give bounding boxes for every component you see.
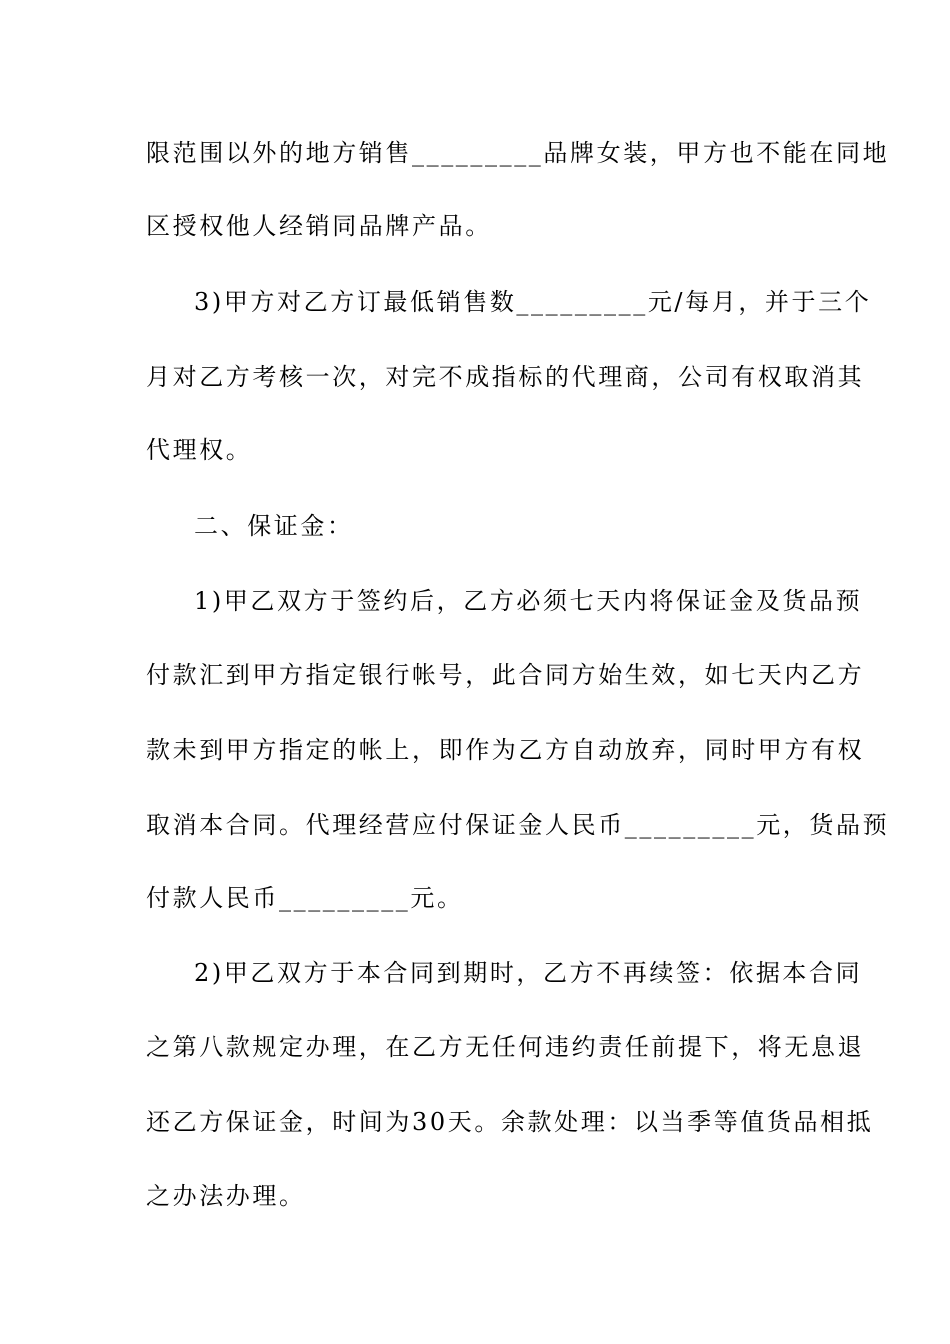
text-line: 代理权。 — [146, 436, 253, 464]
text-line: 限范围以外的地方销售_________品牌女装，甲方也不能在同地 — [146, 139, 890, 167]
section-heading: 二、保证金： — [194, 512, 354, 540]
text-line: 2)甲乙双方于本合同到期时，乙方不再续签：依据本合同 — [194, 959, 863, 987]
text-line: 区授权他人经销同品牌产品。 — [146, 212, 492, 240]
text-line: 之第八款规定办理，在乙方无任何违约责任前提下，将无息退 — [146, 1033, 865, 1061]
text-line: 取消本合同。代理经营应付保证金人民币_________元，货品预 — [146, 811, 890, 839]
text-line: 款未到甲方指定的帐上，即作为乙方自动放弃，同时甲方有权 — [146, 736, 865, 764]
text-line: 还乙方保证金，时间为30天。余款处理：以当季等值货品相抵 — [146, 1108, 874, 1136]
text-line: 1)甲乙双方于签约后，乙方必须七天内将保证金及货品预 — [194, 587, 863, 615]
text-line: 3)甲方对乙方订最低销售数_________元/每月，并于三个 — [194, 288, 872, 316]
text-line: 之办法办理。 — [146, 1182, 306, 1210]
text-line: 月对乙方考核一次，对完不成指标的代理商，公司有权取消其 — [146, 363, 865, 391]
text-line: 付款汇到甲方指定银行帐号，此合同方始生效，如七天内乙方 — [146, 661, 865, 689]
text-line: 付款人民币_________元。 — [146, 884, 464, 912]
